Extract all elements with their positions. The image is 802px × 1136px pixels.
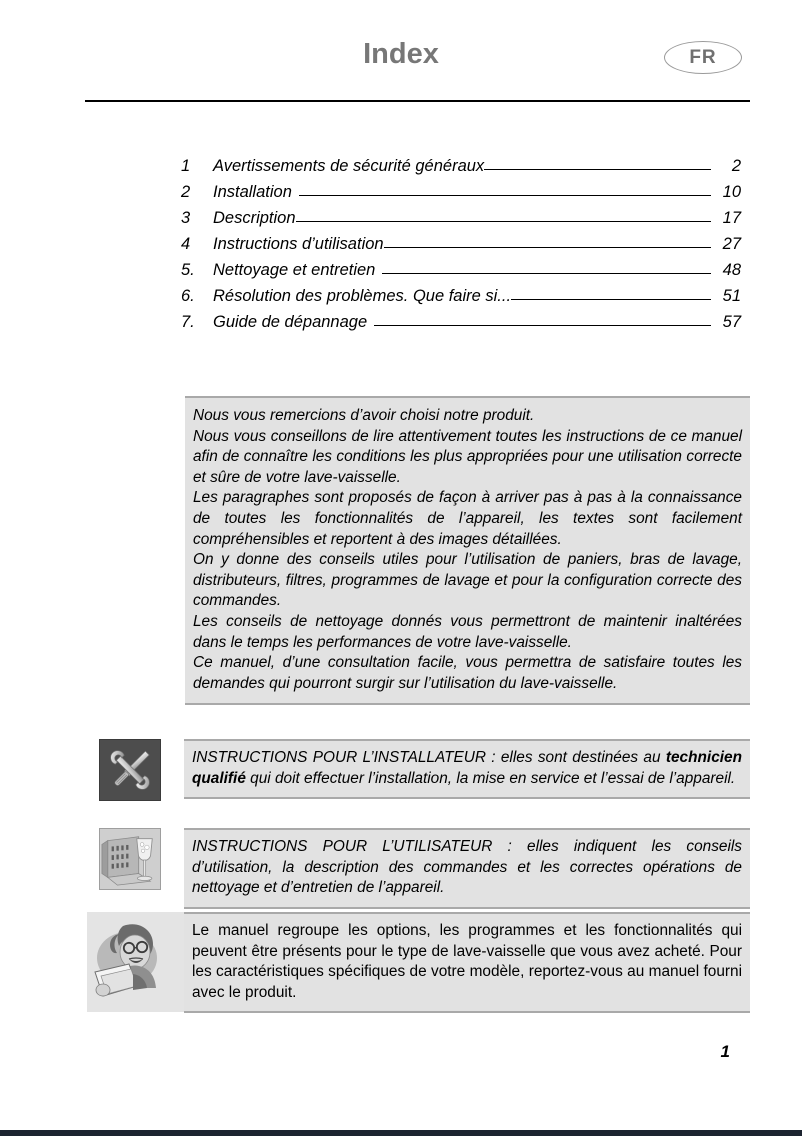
introduction-paragraph: Nous vous remercions d’avoir choisi notre produit. (193, 407, 535, 424)
toc-entry[interactable] (181, 285, 741, 311)
toc-entry-page: 57 (722, 313, 741, 331)
toc-entry-number: 4 (181, 235, 191, 253)
toc-entry-label: Installation (213, 183, 292, 201)
introduction-paragraph: Ce manuel, d’une consultation facile, vous permettra de satisfaire toutes les demandes qui pourront surgir sur l’utilisation du lave-vaisselle. (193, 654, 742, 692)
toc-entry-number: 7. (181, 313, 195, 331)
toc-entry-number: 2 (181, 183, 191, 201)
toc-entry[interactable] (181, 181, 741, 207)
toc-entry[interactable] (181, 259, 741, 285)
toc-entry-label: Avertissements de sécurité généraux (213, 157, 485, 175)
page-title: Index (363, 38, 439, 70)
toc-entry[interactable] (181, 207, 741, 233)
toc-leader (484, 155, 715, 171)
toc-entry-number: 3 (181, 209, 191, 227)
toc-leader (296, 207, 715, 223)
toc-entry[interactable] (181, 155, 741, 181)
toc-entry-number: 5. (181, 261, 195, 279)
tools-icon (99, 739, 161, 801)
footer-page-number: 1 (720, 1042, 730, 1061)
toc-entry-page: 17 (722, 209, 741, 227)
dishwasher-glass-icon (99, 828, 161, 890)
page-header (0, 0, 802, 100)
introduction-paragraph: Nous vous conseillons de lire attentivement toutes les instructions de ce manuel afin de connaître les conditions les plus appropriées pour une utilisation correcte et sûre de votre lave-vaisselle. (193, 427, 742, 486)
toc-entry-page: 48 (722, 261, 741, 279)
introduction-panel (185, 396, 750, 705)
toc-leader (292, 181, 715, 197)
note-installer (99, 739, 750, 801)
toc-entry-label: Instructions d’utilisation (213, 235, 384, 253)
toc-leader (367, 311, 715, 327)
toc-leader (511, 285, 715, 301)
toc-entry[interactable] (181, 233, 741, 259)
note-installer-bold-term: technicien qualifié (192, 749, 742, 787)
toc-leader (375, 259, 715, 275)
toc-entry-page: 51 (722, 287, 741, 305)
introduction-paragraph: Les paragraphes sont proposés de façon à arriver pas à pas à la connaissance de toutes les fonctionnalités de l’appareil, les textes sont facilement compréhensibles et reportent à des images détaillées. (193, 489, 742, 548)
language-badge-label: FR (689, 46, 717, 68)
note-user (99, 828, 750, 909)
page-bottom-band (0, 1130, 802, 1136)
toc-entry-number: 6. (181, 287, 195, 305)
toc-leader (384, 233, 715, 249)
toc-entry[interactable] (181, 311, 741, 337)
toc-entry-page: 2 (731, 157, 741, 175)
person-with-documents-icon (87, 912, 184, 1012)
toc-entry-label: Résolution des problèmes. Que faire si... (213, 287, 512, 305)
language-badge (664, 41, 742, 74)
toc-entry-page: 10 (722, 183, 741, 201)
note-manual-body (184, 912, 750, 1013)
table-of-contents (181, 155, 741, 337)
toc-entry-label: Description (213, 209, 296, 227)
introduction-paragraph: Les conseils de nettoyage donnés vous permettront de maintenir inaltérées dans le temps les performances de votre lave-vaisselle. (193, 612, 742, 651)
toc-entry-page: 27 (722, 235, 741, 253)
toc-entry-label: Guide de dépannage (213, 313, 368, 331)
note-manual (87, 912, 750, 1013)
header-divider (85, 100, 750, 102)
note-installer-text: INSTRUCTIONS POUR L’INSTALLATEUR : elles sont destinées au technicien qualifié qui doit effectuer l’installation, la mise en service et l’essai de l’appareil. (192, 749, 742, 787)
note-user-text: INSTRUCTIONS POUR L’UTILISATEUR : elles indiquent les conseils d’utilisation, la description des commandes et les correctes opérations de nettoyage et d’entretien de l’appareil. (192, 838, 742, 897)
toc-entry-number: 1 (181, 157, 191, 175)
note-user-body (184, 828, 750, 909)
toc-entry-label: Nettoyage et entretien (213, 261, 376, 279)
note-manual-text: Le manuel regroupe les options, les programmes et les fonctionnalités qui peuvent être présents pour le type de lave-vaisselle que vous avez acheté. Pour les caractéristiques spécifiques de votre modèle, reportez-vous au manuel fourni avec le produit. (192, 922, 742, 1001)
introduction-paragraph: On y donne des conseils utiles pour l’utilisation de paniers, bras de lavage, distributeurs, filtres, programmes de lavage et pour la configuration correcte des commandes. (193, 551, 742, 610)
note-installer-body (184, 739, 750, 799)
